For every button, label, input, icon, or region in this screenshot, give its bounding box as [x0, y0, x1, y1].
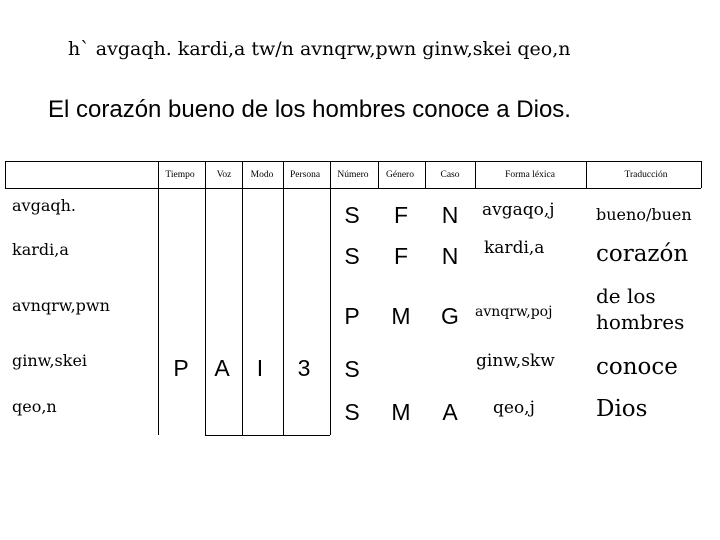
col-rule — [158, 161, 159, 435]
col-rule — [205, 161, 206, 435]
col-rule — [330, 161, 331, 435]
lexical-form: avgaqo,j — [482, 200, 555, 220]
translation: corazón — [596, 241, 689, 267]
box-bottom-rule — [205, 435, 330, 436]
greek-word: ginw,skei — [12, 351, 88, 370]
translation: de los hombres — [596, 284, 685, 334]
greek-word: avnqrw,pwn — [12, 296, 110, 315]
genero-cell: F — [393, 243, 409, 269]
numero-cell: S — [344, 243, 360, 269]
caso-cell: G — [441, 303, 459, 329]
header-voz: Voz — [216, 170, 232, 180]
col-rule — [586, 161, 587, 188]
numero-cell: S — [344, 399, 360, 425]
lexical-form: kardi,a — [484, 238, 545, 258]
header-forma-lexica: Forma léxica — [505, 170, 555, 180]
persona-cell: 3 — [297, 355, 311, 381]
caso-cell: N — [441, 202, 459, 228]
col-rule — [5, 161, 6, 188]
table-top-border — [5, 161, 701, 162]
col-rule — [242, 161, 243, 435]
greek-word: avgaqh. — [12, 196, 76, 215]
header-tiempo: Tiempo — [165, 170, 195, 180]
header-traduccion: Traducción — [624, 170, 668, 180]
genero-cell: F — [393, 202, 409, 228]
header-modo: Modo — [250, 170, 274, 180]
translation: bueno/buen — [596, 205, 692, 224]
voz-cell: A — [214, 355, 230, 381]
genero-cell: M — [391, 303, 411, 329]
genero-cell: M — [391, 399, 411, 425]
caso-cell: A — [442, 399, 458, 425]
header-genero: Género — [386, 170, 414, 180]
header-persona: Persona — [289, 170, 321, 180]
header-caso: Caso — [440, 170, 460, 180]
lexical-form: qeo,j — [493, 398, 535, 418]
greek-word: kardi,a — [12, 240, 69, 259]
translation: Dios — [596, 396, 648, 422]
col-rule — [425, 161, 426, 188]
col-rule — [283, 161, 284, 435]
greek-word: qeo,n — [12, 397, 57, 416]
header-bottom-rule — [5, 188, 701, 189]
numero-cell: S — [344, 202, 360, 228]
col-rule — [475, 161, 476, 188]
header-numero: Número — [337, 170, 369, 180]
spanish-sentence: El corazón bueno de los hombres conoce a Dios. — [48, 96, 571, 123]
tiempo-cell: P — [173, 355, 189, 381]
numero-cell: P — [344, 303, 360, 329]
numero-cell: S — [344, 356, 360, 382]
col-rule — [378, 161, 379, 188]
translation: conoce — [596, 354, 678, 380]
caso-cell: N — [441, 243, 459, 269]
lexical-form: avnqrw,poj — [475, 304, 553, 320]
col-rule — [701, 161, 702, 188]
lexical-form: ginw,skw — [476, 351, 555, 371]
modo-cell: I — [256, 355, 264, 381]
greek-sentence: h` avgaqh. kardi,a tw/n avnqrw,pwn ginw,skei qeo,n — [68, 38, 571, 60]
